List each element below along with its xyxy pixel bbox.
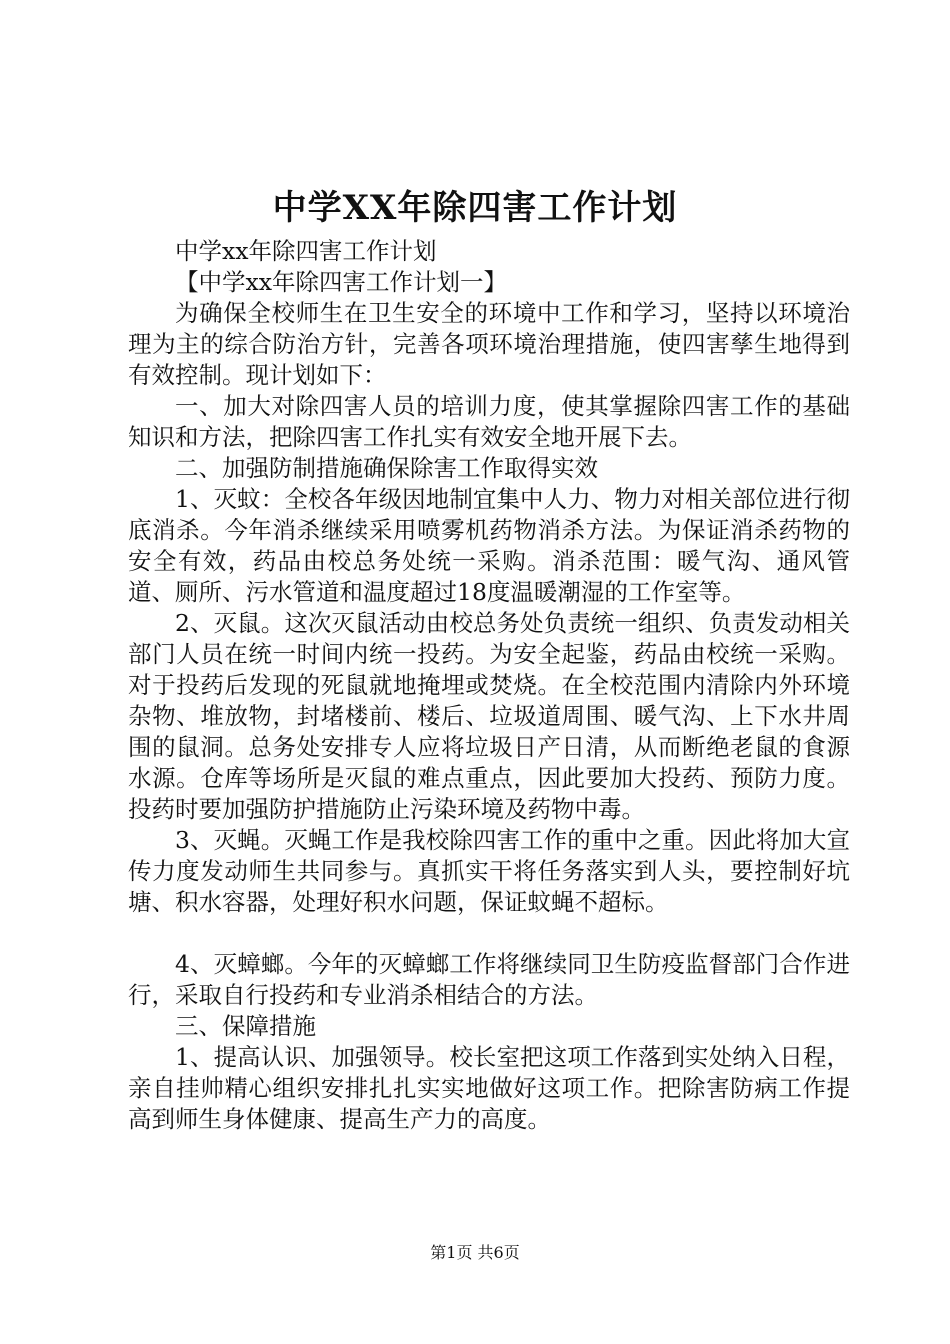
paragraph-section-heading: 【中学xx年除四害工作计划一】 [175,268,508,296]
paragraph-item-one: 一、加大对除四害人员的培训力度，使其掌握除四害工作的基础知识和方法，把除四害工作扎实有效安全地开展下去。 [128,392,850,451]
paragraph-fly: 3、灭蝇。灭蝇工作是我校除四害工作的重中之重。因此将加大宣传力度发动师生共同参与。真抓实干将任务落实到人头，要控制好坑塘、积水容器，处理好积水问题，保证蚊蝇不超标。 [128,826,850,916]
page-number-footer: 第1页 共6页 [430,1243,520,1262]
document-title: 中学XX年除四害工作计划 [272,188,678,228]
paragraph-measure-one: 1、提高认识、加强领导。校长室把这项工作落到实处纳入日程，亲自挂帅精心组织安排扎扎实实地做好这项工作。把除害防病工作提高到师生身体健康、提高生产力的高度。 [128,1043,850,1133]
paragraph-subtitle: 中学xx年除四害工作计划 [175,237,437,265]
paragraph-cockroach: 4、灭蟑螂。今年的灭蟑螂工作将继续同卫生防疫监督部门合作进行，采取自行投药和专业消杀相结合的方法。 [128,950,850,1009]
paragraph-item-two-heading: 二、加强防制措施确保除害工作取得实效 [175,454,598,482]
paragraph-intro: 为确保全校师生在卫生安全的环境中工作和学习，坚持以环境治理为主的综合防治方针，完善各项环境治理措施，使四害孳生地得到有效控制。现计划如下： [128,299,850,389]
document-body [128,236,850,1135]
paragraph-rat: 2、灭鼠。这次灭鼠活动由校总务处负责统一组织、负责发动相关部门人员在统一时间内统一投药。为安全起鉴，药品由校统一采购。对于投药后发现的死鼠就地掩埋或焚烧。在全校范围内清除内外环境杂物、堆放物，封堵楼前、楼后、垃圾道周围、暖气沟、上下水井周围的鼠洞。总务处安排专人应将垃圾日产日清，从而断绝老鼠的食源水源。仓库等场所是灭鼠的难点重点，因此要加大投药、预防力度。投药时要加强防护措施防止污染环境及药物中毒。 [128,609,850,823]
paragraph-mosquito: 1、灭蚊：全校各年级因地制宜集中人力、物力对相关部位进行彻底消杀。今年消杀继续采用喷雾机药物消杀方法。为保证消杀药物的安全有效，药品由校总务处统一采购。消杀范围：暖气沟、通风管道、厕所、污水管道和温度超过18度温暖潮湿的工作室等。 [128,485,850,606]
paragraph-item-three-heading: 三、保障措施 [175,1012,316,1040]
